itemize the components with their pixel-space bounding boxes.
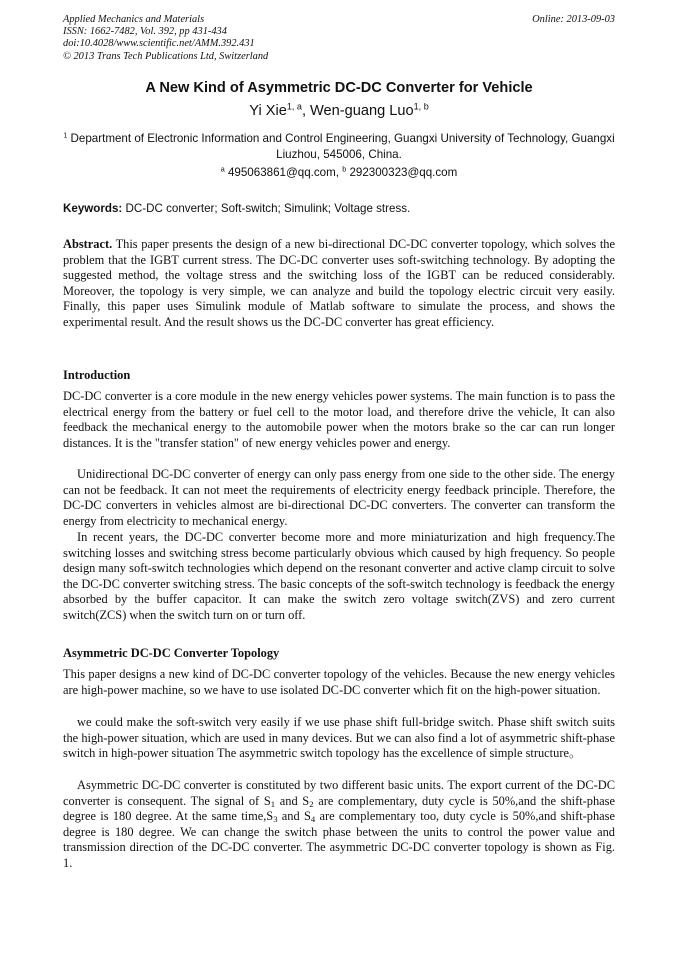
section-heading-topology: Asymmetric DC-DC Converter Topology: [63, 646, 280, 660]
topology-p3-text-3: are complementary, duty cycle is 50%,and the shift-phase degree is 180 degree. At the same time,S: [63, 793, 615, 824]
author-emails: [0, 166, 678, 179]
copyright-line: © 2013 Trans Tech Publications Ltd, Switzerland: [63, 50, 269, 62]
section-heading-introduction: Introduction: [63, 368, 131, 382]
email-a-mark: a: [220, 164, 225, 174]
email-a: 495063861@qq.com,: [224, 166, 343, 179]
topology-paragraph-3: [63, 778, 615, 872]
author-separator: ,: [301, 103, 311, 119]
intro-paragraph-1: DC-DC converter is a core module in the new energy vehicles power systems. The main function is to pass the electrical energy from the battery or fuel cell to the motor load, and therefore drive the vehicle, It can also feedback the mechanical energy to the automobile power when the motors brake so the car can run longer distances. It is the "transfer station" of new energy vehicles power and energy.: [63, 389, 615, 450]
paper-title: A New Kind of Asymmetric DC-DC Converter for Vehicle: [145, 80, 533, 96]
author-2: Wen-guang Luo: [310, 103, 414, 119]
topology-paragraph-1: This paper designs a new kind of DC-DC converter topology of the vehicles. Because the new energy vehicles are high-power machine, so we have to use isolated DC-DC converter which fit on the high-power situation.: [63, 667, 615, 697]
affiliation-number: 1: [63, 130, 68, 140]
topology-p3-text-2: and S: [275, 793, 310, 808]
keywords: [63, 202, 615, 215]
subscript-s3: 3: [273, 814, 278, 825]
abstract-label: Abstract.: [63, 237, 113, 251]
keywords-text: DC-DC converter; Soft-switch; Simulink; Voltage stress.: [122, 202, 411, 215]
affiliation: [63, 131, 615, 162]
online-date: Online: 2013-09-03: [532, 14, 615, 25]
author-1-affiliation-mark: 1, a: [286, 101, 302, 112]
author-2-affiliation-mark: 1, b: [413, 101, 429, 112]
subscript-s1: 1: [270, 798, 276, 809]
author-1: Yi Xie: [249, 103, 287, 119]
doi-line: doi:10.4028/www.scientific.net/AMM.392.431: [63, 38, 255, 50]
topology-p3-text-5: are complementary too, duty cycle is 50%,and shift-phase degree is 180 degree. We can change the switch phase between the units to control the power value and transmission direction of the DC-DC converter. The asymmetric DC-DC converter topology is shown as Fig. 1.: [63, 809, 615, 870]
abstract: [63, 237, 615, 331]
topology-paragraph-2: we could make the soft-switch very easily if we use phase shift full-bridge switch. Phase shift switch suits the high-power situation, which are used in many devices. But we can also find a lot of asymmetric shift-phase switch in high-power situation The asymmetric switch topology has the excellence of simple structure。: [63, 715, 615, 761]
issn-line: ISSN: 1662-7482, Vol. 392, pp 431-434: [63, 26, 227, 38]
abstract-text: This paper presents the design of a new bi-directional DC-DC converter topology, which solves the problem that the IGBT current stress. The DC-DC converter uses soft-switching technology. By adopting the suggested method, the voltage stress and the switching loss of the IGBT can be reduced considerably. Moreover, the topology is very simple, we can analyze and build the topology electric circuit very easily. Finally, this paper uses Simulink module of Matlab software to simulate the process, and shows the experimental result. And the result shows us the DC-DC converter has great efficiency.: [63, 237, 615, 329]
email-b: 292300323@qq.com: [346, 166, 458, 179]
keywords-label: Keywords:: [63, 202, 123, 215]
author-line: [0, 103, 678, 119]
journal-name: Applied Mechanics and Materials: [63, 14, 205, 25]
subscript-s4: 4: [310, 814, 316, 825]
journal-header: [63, 14, 615, 63]
intro-paragraph-2: Unidirectional DC-DC converter of energy can only pass energy from one side to the other side. The energy can not be feedback. It can not meet the requirements of electricity energy feedback principle. Therefore, the DC-DC converters in vehicles almost are bi-directional DC-DC converters. The converter can transform the energy from electricity to mechanical energy.: [63, 467, 615, 528]
email-b-mark: b: [342, 164, 347, 174]
affiliation-text: Department of Electronic Information and Control Engineering, Guangxi University of Technology, Guangxi Liuzhou, 545006, China.: [67, 132, 615, 161]
topology-p3-text-1: Asymmetric DC-DC converter is constituted by two different basic units. The export current of the DC-DC converter is consequent. The signal of S: [63, 778, 615, 808]
subscript-s2: 2: [309, 798, 314, 809]
intro-paragraph-3: In recent years, the DC-DC converter become more and more miniaturization and high frequency.The switching losses and switching stress become particularly obvious which caused by high frequency. So people design many soft-switch technologies which depend on the resonant converter and active clamp circuit to solve the DC-DC converter switching stress. The basic concepts of the soft-switch technology is feedback the energy absorbed by the buffer capacitor. It can make the switch zero voltage switch(ZVS) and zero current switch(ZCS) when the switch turn on or turn off.: [63, 530, 615, 622]
topology-p3-text-4: and S: [277, 809, 311, 824]
